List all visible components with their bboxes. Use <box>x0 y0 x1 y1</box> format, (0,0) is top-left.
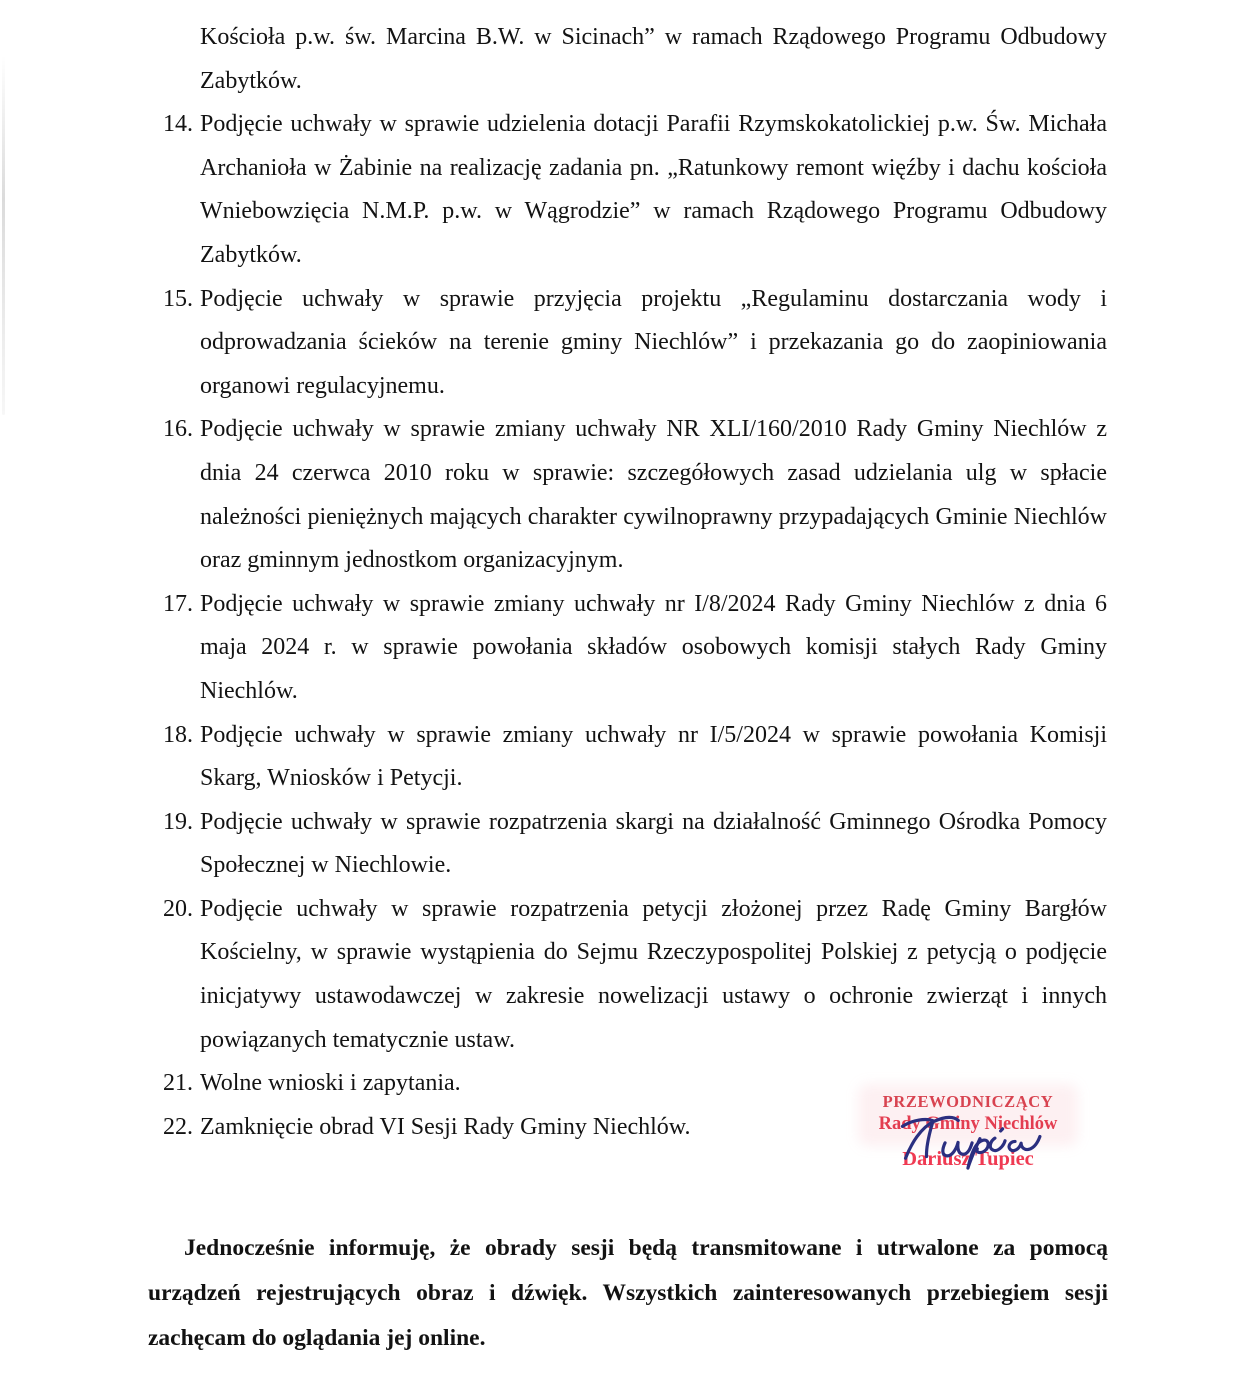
signature-stroke <box>902 1114 1041 1170</box>
agenda-item-number: 15. <box>163 285 193 312</box>
closing-paragraph: Jednocześnie informuję, że obrady sesji będą transmitowane i utrwalone za pomocą urządzeń rejestrujących obraz i dźwięk. Wszystkich zainteresowanych przebiegiem sesji zachęcam do oglądania jej online. <box>148 1235 1108 1351</box>
agenda-item <box>163 103 1107 277</box>
agenda-item-text: Podjęcie uchwały w sprawie rozpatrzenia petycji złożonej przez Radę Gminy Bargłów Kościelny, w sprawie wystąpienia do Sejmu Rzeczypospolitej Polskiej z petycją o podjęcie inicjatywy ustawodawczej w zakresie nowelizacji ustawy o ochronie zwierząt i innych powiązanych tematycznie ustaw. <box>200 895 1107 1053</box>
agenda-item-text: Podjęcie uchwały w sprawie rozpatrzenia skargi na działalność Gminnego Ośrodka Pomocy Społecznej w Niechlowie. <box>200 808 1107 879</box>
agenda-item-text: Podjęcie uchwały w sprawie zmiany uchwały nr I/8/2024 Rady Gminy Niechlów z dnia 6 maja 2024 r. w sprawie powołania składów osobowych komisji stałych Rady Gminy Niechlów. <box>200 590 1107 704</box>
agenda-item-text: Zamknięcie obrad VI Sesji Rady Gminy Niechlów. <box>200 1113 691 1140</box>
chairman-stamp <box>866 1088 1070 1171</box>
agenda-item-text: Podjęcie uchwały w sprawie przyjęcia projektu „Regulaminu dostarczania wody i odprowadzania ścieków na terenie gminy Niechlów” i przekazania go do zaopiniowania organowi regulacyjnemu. <box>200 285 1107 399</box>
agenda-item-text: Podjęcie uchwały w sprawie udzielenia dotacji Parafii Rzymskokatolickiej p.w. Św. Michała Archanioła w Żabinie na realizację zadania pn. „Ratunkowy remont więźby i dachu kościoła Wniebowzięcia N.M.P. p.w. w Wągrodzie” w ramach Rządowego Programu Odbudowy Zabytków. <box>200 111 1107 268</box>
agenda-item-text: Podjęcie uchwały w sprawie zmiany uchwały nr I/5/2024 w sprawie powołania Komisji Skarg, Wniosków i Petycji. <box>200 721 1107 792</box>
agenda-item-number: 22. <box>163 1113 193 1140</box>
stamp-chairman-name: Dariusz Tupiec <box>902 1148 1034 1170</box>
agenda-item <box>163 278 1107 409</box>
agenda-item-number: 19. <box>163 808 193 835</box>
agenda-list <box>163 103 1107 1149</box>
agenda-item-number: 18. <box>163 721 193 748</box>
stamp-subtitle: Rady Gminy Niechlów <box>878 1114 1058 1134</box>
agenda-item-text: Wolne wnioski i zapytania. <box>200 1070 461 1097</box>
stamp-title: PRZEWODNICZĄCY <box>882 1092 1054 1111</box>
signature-icon <box>893 1109 1047 1172</box>
agenda-document <box>0 16 1240 1149</box>
agenda-item <box>163 583 1107 714</box>
agenda-item-text: Podjęcie uchwały w sprawie zmiany uchwały NR XLI/160/2010 Rady Gminy Niechlów z dnia 24 czerwca 2010 roku w sprawie: szczegółowych zasad udzielania ulg w spłacie należności pieniężnych mających charakter cywilnoprawny przypadających Gminie Niechlów oraz gminnym jednostkom organizacyjnym. <box>200 416 1107 574</box>
agenda-item-number: 14. <box>163 111 193 138</box>
agenda-item-number: 20. <box>163 895 193 922</box>
agenda-item <box>163 888 1107 1062</box>
agenda-item <box>163 408 1107 582</box>
agenda-item-number: 21. <box>163 1070 193 1097</box>
agenda-item <box>163 714 1107 801</box>
agenda-item-number: 16. <box>163 416 193 443</box>
agenda-item <box>163 801 1107 888</box>
agenda-item-number: 17. <box>163 590 193 617</box>
agenda-item-13-continuation: Kościoła p.w. św. Marcina B.W. w Sicinach” w ramach Rządowego Programu Odbudowy Zabytków. <box>200 24 1107 94</box>
